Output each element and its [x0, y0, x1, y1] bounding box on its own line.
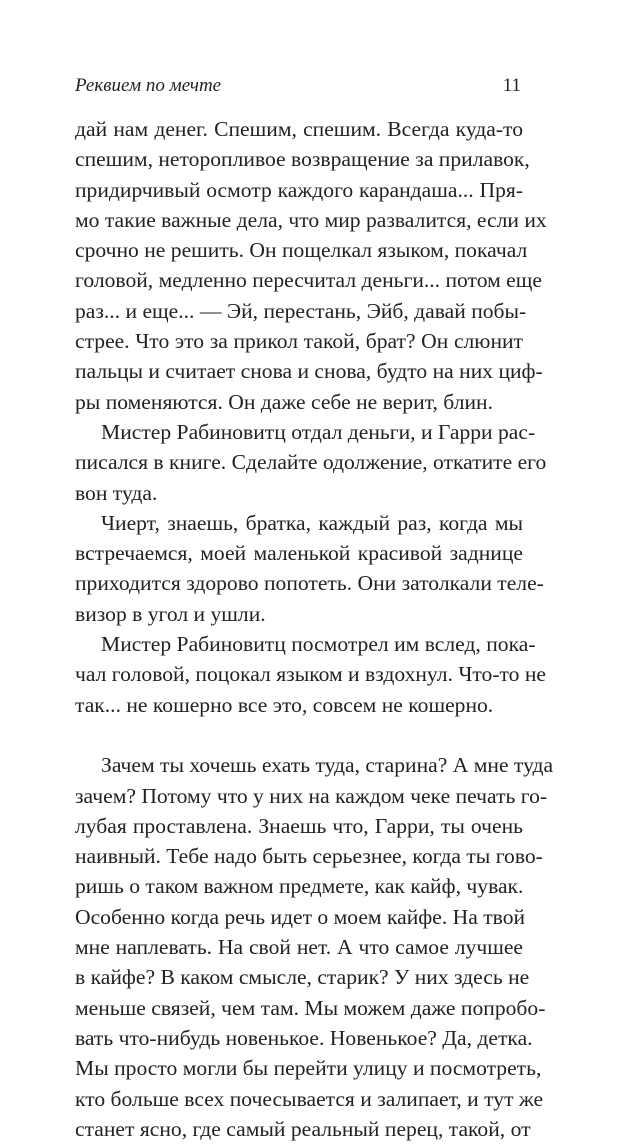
text-line: Мы просто могли бы перейти улицу и посмотреть,: [75, 1056, 542, 1081]
running-title: Реквием по мечте: [75, 75, 222, 96]
text-line: головой, медленно пересчитал деньги... потом еще: [75, 268, 542, 293]
text-line: Зачем ты хочешь ехать туда, старина? А мне туда: [101, 753, 554, 778]
text-line: придирчивый осмотр каждого карандаша... Пря-: [75, 177, 523, 202]
text-line: кто больше всех почесывается и залипает, и тут же: [75, 1086, 544, 1111]
text-line: писался в книге. Сделайте одолжение, откатите его: [75, 450, 547, 475]
text-line: Чиерт, знаешь, братка, каждый раз, когда мы: [101, 510, 523, 535]
text-line: пальцы и считает снова и снова, будто на них циф-: [75, 359, 543, 384]
text-line: Особенно когда речь идет о моем кайфе. На твой: [75, 904, 526, 929]
text-line: спешим, неторопливое возвращение за прилавок,: [75, 147, 530, 172]
text-line: лубая проставлена. Знаешь что, Гарри, ты очень: [75, 813, 523, 838]
text-line: срочно не решить. Он пощелкал языком, покачал: [75, 238, 528, 263]
text-line: стрее. Что это за прикол такой, брат? Он слюнит: [75, 329, 523, 354]
paragraph-1: [75, 114, 547, 417]
running-head: [75, 72, 523, 100]
text-line: визор в угол и ушли.: [75, 601, 266, 626]
text-line: меньше связей, чем там. Мы можем даже попробо-: [75, 995, 546, 1020]
text-line: ришь о таком важном предмете, как кайф, чувак.: [75, 874, 524, 899]
paragraph-3: [75, 508, 544, 629]
text-line: зачем? Потому что у них на каждом чеке печать го-: [75, 783, 548, 808]
text-line: Мистер Рабиновитц посмотрел им вслед, пока-: [101, 632, 536, 657]
paragraph-5: [75, 750, 554, 1144]
text-line: мне наплевать. На свой нет. А что самое лучшее: [75, 935, 523, 960]
text-line: так... не кошерно все это, совсем не кошерно.: [75, 692, 494, 717]
text-line: вать что-нибудь новенькое. Новенькое? Да, детка.: [75, 1025, 533, 1050]
text-line: мо такие важные дела, что мир развалится, если их: [75, 207, 547, 232]
text-line: встречаемся, моей маленькой красивой заднице: [75, 541, 523, 566]
paragraph-2: [75, 417, 547, 508]
paragraph-4: [75, 629, 547, 720]
text-line: чал головой, поцокал языком и вздохнул. Что-то не: [75, 662, 547, 687]
text-line: дай нам денег. Спешим, спешим. Всегда куда-то: [75, 117, 523, 141]
page-number: 11: [502, 75, 521, 96]
text-line: ры поменяются. Он даже себе не верит, блин.: [75, 389, 493, 414]
text-line: приходится здорово попотеть. Они затолкали теле-: [75, 571, 544, 596]
text-line: вон туда.: [75, 480, 158, 505]
text-line: наивный. Тебе надо быть серьезнее, когда ты гово-: [75, 844, 543, 869]
body-text: [75, 114, 554, 1144]
text-line: раз... и еще... — Эй, перестань, Эйб, давай побы-: [75, 298, 527, 323]
text-line: Мистер Рабиновитц отдал деньги, и Гарри рас-: [101, 419, 536, 444]
text-line: станет ясно, где самый реальный перец, такой, от: [75, 1116, 531, 1141]
text-line: в кайфе? В каком смысле, старик? У них здесь не: [75, 965, 530, 990]
section-break: [75, 720, 523, 750]
